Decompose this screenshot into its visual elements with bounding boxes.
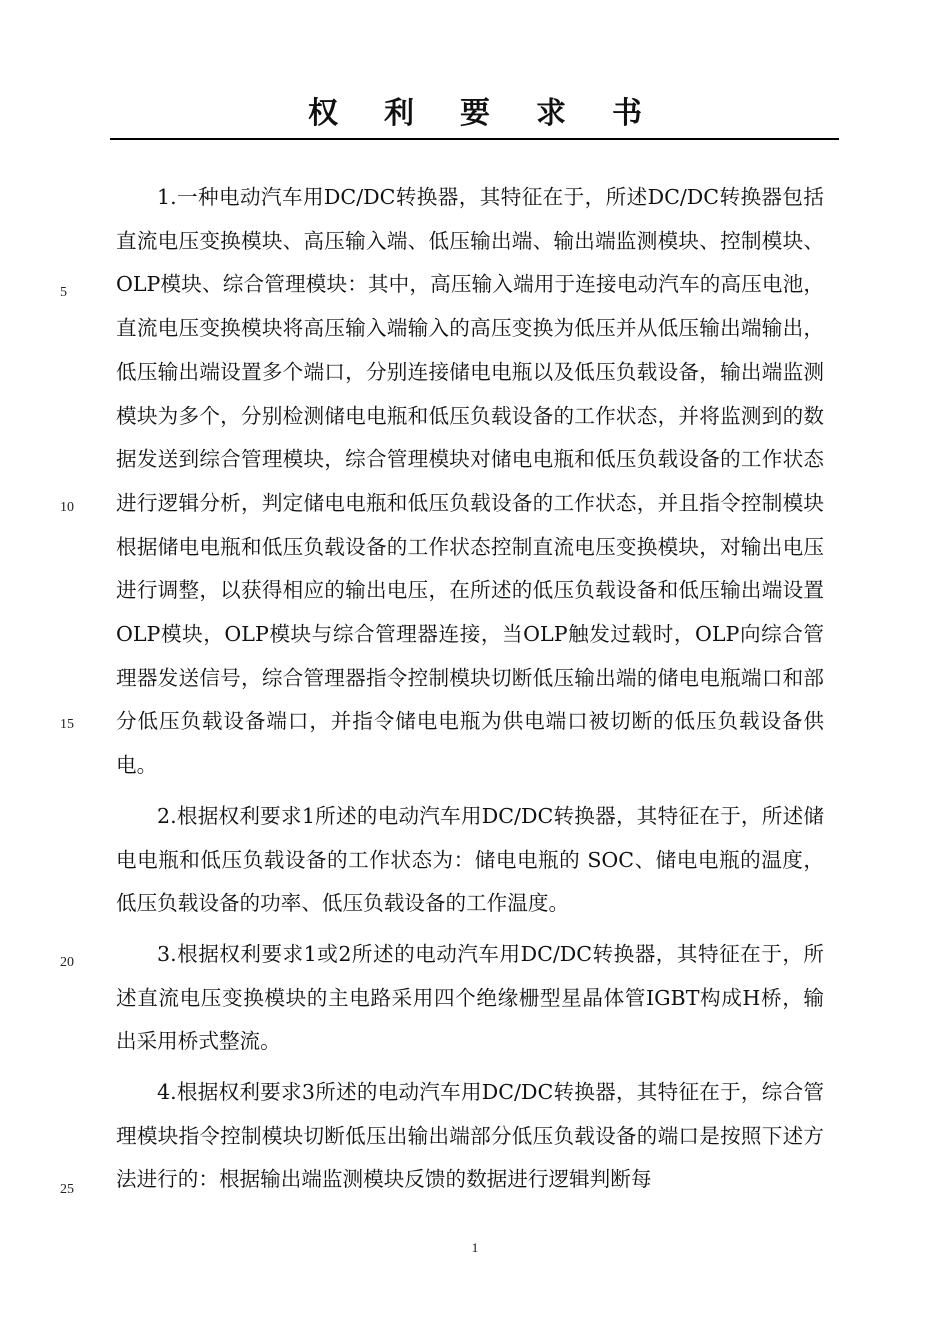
claims-body	[116, 176, 824, 1209]
line-number: 10	[60, 500, 74, 515]
line-number: 20	[60, 955, 74, 970]
claim-4: 4.根据权利要求3所述的电动汽车用DC/DC转换器，其特征在于，综合管理模块指令控制模块切断低压出输出端部分低压负载设备的端口是按照下述方法进行的：根据输出端监测模块反馈的数据进行逻辑判断每	[116, 1080, 824, 1192]
line-number: 25	[60, 1182, 74, 1197]
page-number: 1	[471, 1240, 479, 1255]
title-divider	[110, 138, 839, 140]
line-number: 5	[60, 285, 67, 300]
claim-2: 2.根据权利要求1所述的电动汽车用DC/DC转换器，其特征在于，所述储电电瓶和低压负载设备的工作状态为：储电电瓶的 SOC、储电电瓶的温度，低压负载设备的功率、低压负载设备的工作温度。	[116, 803, 824, 916]
claim-1: 1.一种电动汽车用DC/DC转换器，其特征在于，所述DC/DC转换器包括直流电压变换模块、高压输入端、低压输出端、输出端监测模块、控制模块、OLP模块、综合管理模块：其中，高压输入端用于连接电动汽车的高压电池，直流电压变换模块将高压输入端输入的高压变换为低压并从低压输出端输出，低压输出端设置多个端口，分别连接储电电瓶以及低压负载设备，输出端监测模块为多个，分别检测储电电瓶和低压负载设备的工作状态，并将监测到的数据发送到综合管理模块，综合管理模块对储电电瓶和低压负载设备的工作状态进行逻辑分析，判定储电电瓶和低压负载设备的工作状态，并且指令控制模块根据储电电瓶和低压负载设备的工作状态控制直流电压变换模块，对输出电压进行调整，以获得相应的输出电压，在所述的低压负载设备和低压输出端设置OLP模块，OLP模块与综合管理器连接，当OLP触发过载时，OLP向综合管理器发送信号，综合管理器指令控制模块切断低压输出端的储电电瓶端口和部分低压负载设备端口，并指令储电电瓶为供电端口被切断的低压负载设备供电。	[116, 185, 824, 778]
line-number: 15	[60, 717, 74, 732]
document-title: 权利要求书	[308, 96, 688, 131]
claim-3: 3.根据权利要求1或2所述的电动汽车用DC/DC转换器，其特征在于，所述直流电压变换模块的主电路采用四个绝缘栅型星晶体管IGBT构成H桥，输出采用桥式整流。	[116, 941, 824, 1054]
